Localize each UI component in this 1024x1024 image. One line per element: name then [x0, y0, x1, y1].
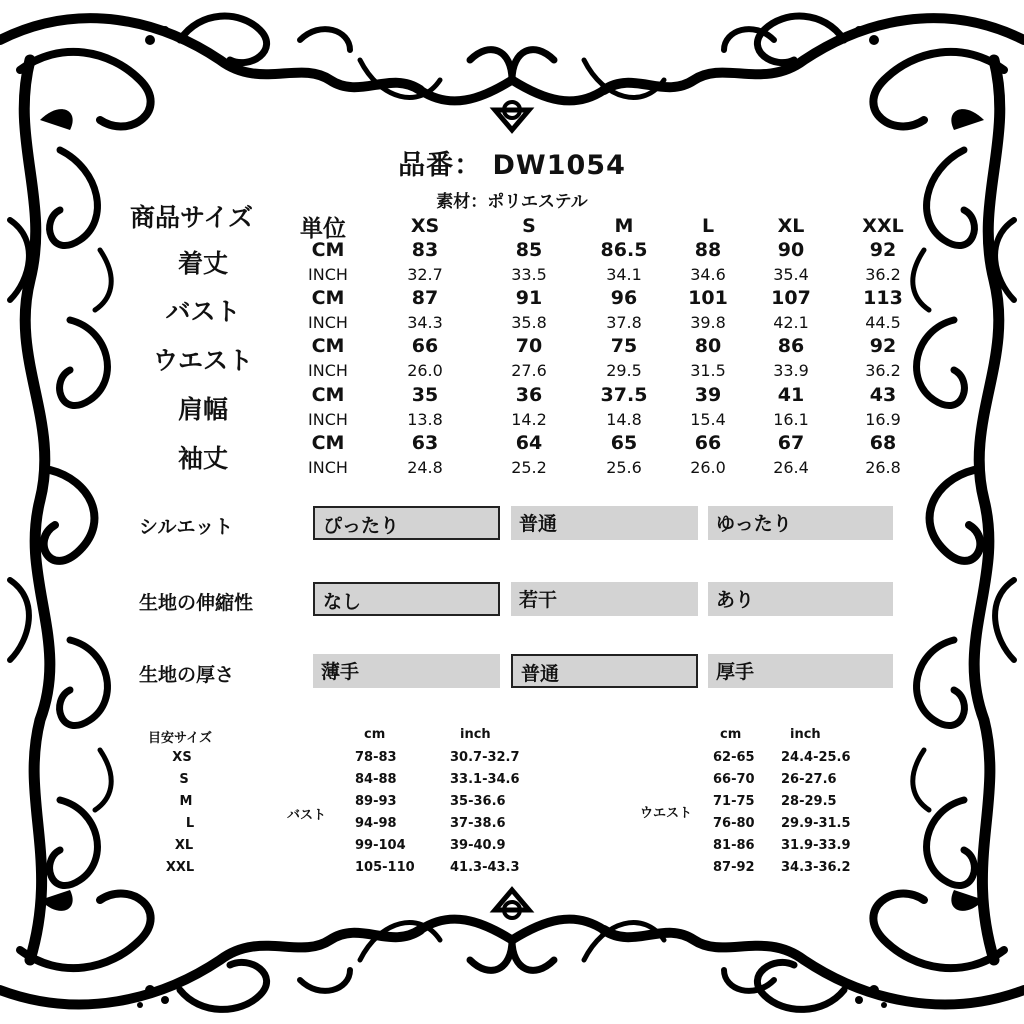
unit-inch: INCH: [308, 265, 348, 284]
inch-value: 34.1: [606, 265, 642, 284]
guide-bust-cm-header: cm: [364, 727, 386, 742]
inch-value: 33.5: [511, 265, 547, 284]
inch-value: 26.8: [865, 458, 901, 477]
product-code: 品番： DW1054: [398, 150, 626, 181]
cm-value: 39: [694, 384, 722, 406]
cm-value: 67: [777, 432, 805, 454]
guide-bust-inch: 41.3-43.3: [450, 860, 520, 875]
guide-label: 目安サイズ: [148, 731, 212, 746]
cm-value: 36: [515, 384, 543, 406]
guide-bust-cm: 105-110: [355, 860, 415, 875]
cm-value: 90: [777, 239, 805, 261]
guide-bust-inch: 35-36.6: [450, 794, 506, 809]
size-header-l: L: [701, 215, 715, 237]
inch-value: 35.8: [511, 313, 547, 332]
size-header-m: M: [614, 215, 634, 237]
inch-value: 36.2: [865, 361, 901, 380]
guide-bust-cm: 84-88: [355, 772, 397, 787]
attribute-label-silhouette: シルエット: [139, 516, 234, 538]
guide-bust-cm: 94-98: [355, 816, 397, 831]
guide-size: S: [179, 772, 189, 787]
cm-value: 43: [869, 384, 897, 406]
guide-waist-label: ウエスト: [640, 806, 693, 821]
inch-value: 35.4: [773, 265, 809, 284]
inch-value: 39.8: [690, 313, 726, 332]
size-header-xxl: XXL: [862, 215, 904, 237]
guide-size: XXL: [165, 860, 195, 875]
guide-bust-inch: 30.7-32.7: [450, 750, 520, 765]
inch-value: 33.9: [773, 361, 809, 380]
guide-bust-inch: 37-38.6: [450, 816, 506, 831]
guide-waist-cm: 76-80: [713, 816, 755, 831]
inch-value: 15.4: [690, 410, 726, 429]
guide-bust-inch: 39-40.9: [450, 838, 506, 853]
cm-value: 86.5: [600, 239, 648, 261]
inch-value: 25.2: [511, 458, 547, 477]
unit-cm: CM: [311, 239, 345, 261]
inch-value: 32.7: [407, 265, 443, 284]
guide-bust-cm: 89-93: [355, 794, 397, 809]
unit-cm: CM: [311, 335, 345, 357]
guide-size: L: [185, 816, 195, 831]
guide-bust-inch-header: inch: [460, 727, 491, 742]
inch-value: 14.2: [511, 410, 547, 429]
inch-value: 16.1: [773, 410, 809, 429]
guide-size: XS: [172, 750, 192, 765]
unit-cm: CM: [311, 432, 345, 454]
cm-value: 41: [777, 384, 805, 406]
inch-value: 16.9: [865, 410, 901, 429]
inch-value: 14.8: [606, 410, 642, 429]
unit-inch: INCH: [308, 361, 348, 380]
cm-value: 66: [694, 432, 722, 454]
option-silhouette-loose: ゆったり: [708, 506, 893, 540]
cm-value: 107: [771, 287, 811, 309]
guide-waist-cm: 66-70: [713, 772, 755, 787]
guide-bust-inch: 33.1-34.6: [450, 772, 520, 787]
cm-value: 96: [610, 287, 638, 309]
measurement-name: バスト: [165, 297, 241, 326]
guide-waist-inch: 34.3-36.2: [781, 860, 851, 875]
cm-value: 113: [863, 287, 903, 309]
unit-cm: CM: [311, 384, 345, 406]
guide-waist-inch: 31.9-33.9: [781, 838, 851, 853]
inch-value: 26.0: [690, 458, 726, 477]
cm-value: 66: [411, 335, 439, 357]
guide-waist-inch: 28-29.5: [781, 794, 837, 809]
measurement-name: 肩幅: [177, 395, 228, 424]
cm-value: 65: [610, 432, 638, 454]
guide-waist-cm: 62-65: [713, 750, 755, 765]
cm-value: 35: [411, 384, 439, 406]
inch-value: 34.6: [690, 265, 726, 284]
unit-inch: INCH: [308, 313, 348, 332]
option-thickness-regular: 普通: [511, 654, 698, 688]
unit-label: 単位: [300, 216, 346, 242]
unit-inch: INCH: [308, 458, 348, 477]
guide-bust-label: バスト: [287, 808, 327, 823]
guide-size: XL: [174, 838, 194, 853]
cm-value: 88: [694, 239, 722, 261]
guide-waist-cm: 71-75: [713, 794, 755, 809]
size-header-xl: XL: [777, 215, 805, 237]
measurement-name: 着丈: [177, 249, 228, 278]
inch-value: 36.2: [865, 265, 901, 284]
unit-inch: INCH: [308, 410, 348, 429]
size-header-xs: XS: [410, 215, 440, 237]
cm-value: 85: [515, 239, 543, 261]
cm-value: 63: [411, 432, 439, 454]
option-stretch-none: なし: [313, 582, 500, 616]
inch-value: 37.8: [606, 313, 642, 332]
cm-value: 83: [411, 239, 439, 261]
cm-value: 37.5: [600, 384, 648, 406]
cm-value: 64: [515, 432, 543, 454]
option-stretch-slight: 若干: [511, 582, 698, 616]
unit-cm: CM: [311, 287, 345, 309]
inch-value: 24.8: [407, 458, 443, 477]
inch-value: 34.3: [407, 313, 443, 332]
material-label: 素材：ポリエステル: [436, 192, 588, 212]
cm-value: 68: [869, 432, 897, 454]
guide-waist-cm: 81-86: [713, 838, 755, 853]
inch-value: 29.5: [606, 361, 642, 380]
inch-value: 13.8: [407, 410, 443, 429]
cm-value: 101: [688, 287, 728, 309]
guide-waist-inch-header: inch: [790, 727, 821, 742]
attribute-label-thickness: 生地の厚さ: [139, 664, 235, 686]
inch-value: 31.5: [690, 361, 726, 380]
option-silhouette-regular: 普通: [511, 506, 698, 540]
cm-value: 75: [610, 335, 638, 357]
cm-value: 91: [515, 287, 543, 309]
guide-size: M: [179, 794, 193, 809]
inch-value: 44.5: [865, 313, 901, 332]
attribute-label-stretch: 生地の伸縮性: [139, 592, 254, 614]
option-stretch-yes: あり: [708, 582, 893, 616]
measurement-name: ウエスト: [152, 346, 253, 375]
cm-value: 92: [869, 335, 897, 357]
guide-bust-cm: 99-104: [355, 838, 406, 853]
inch-value: 25.6: [606, 458, 642, 477]
inch-value: 26.0: [407, 361, 443, 380]
guide-waist-inch: 24.4-25.6: [781, 750, 851, 765]
inch-value: 42.1: [773, 313, 809, 332]
cm-value: 80: [694, 335, 722, 357]
cm-value: 92: [869, 239, 897, 261]
size-header-s: S: [522, 215, 536, 237]
guide-waist-cm-header: cm: [720, 727, 742, 742]
guide-waist-inch: 29.9-31.5: [781, 816, 851, 831]
option-silhouette-fitted: ぴったり: [313, 506, 500, 540]
guide-bust-cm: 78-83: [355, 750, 397, 765]
cm-value: 87: [411, 287, 439, 309]
inch-value: 26.4: [773, 458, 809, 477]
guide-waist-cm: 87-92: [713, 860, 755, 875]
measurement-name: 袖丈: [177, 444, 228, 473]
product-size-label: 商品サイズ: [130, 203, 254, 232]
guide-waist-inch: 26-27.6: [781, 772, 837, 787]
option-thickness-thick: 厚手: [708, 654, 893, 688]
cm-value: 70: [515, 335, 543, 357]
inch-value: 27.6: [511, 361, 547, 380]
option-thickness-thin: 薄手: [313, 654, 500, 688]
cm-value: 86: [777, 335, 805, 357]
